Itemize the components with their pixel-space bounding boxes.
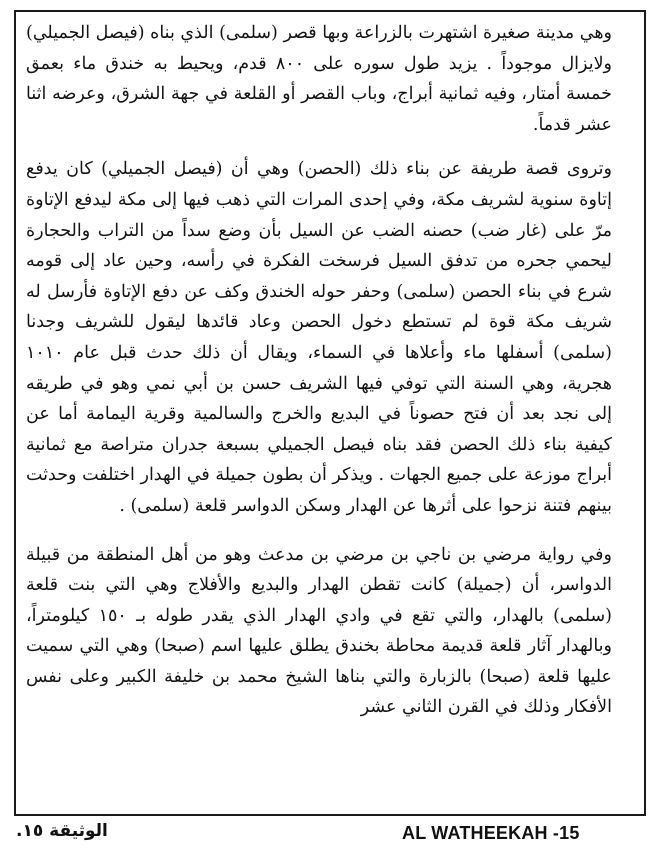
footer-journal-name: AL WATHEEKAH -15 [402, 823, 580, 843]
paragraph-3: وفي رواية مرضي بن ناجي بن مرضي بن مدعث وهو من أهل المنطقة من قبيلة الدواسر، أن (جميلة) كانت تقطن الهدار والبديع والأفلاج وهي التي بنت قلعة (سلمى) بالهدار، والتي تقع في وادي الهدار الذي يقدر طوله بـ ١٥٠ كيلومتراً، وبالهدار آثار قلعة قديمة محاطة بخندق يطلق عليها اسم (صبحا) وهي التي سميت عليها قلعة (صبحا) بالزبارة والتي بناها الشيخ محمد بن خليفة الكبير وعلى نفس الأفكار وذلك في القرن الثاني عشر [26, 544, 612, 718]
paragraph-1: وهي مدينة صغيرة اشتهرت بالزراعة وبها قصر (سلمى) الذي بناه (فيصل الجميلي) ولايزال موجوداً . يزيد طول سوره على ٨٠٠ قدم، ويحيط به خندق ماء بعمق خمسة أمتار، وفيه ثمانية أبراج، وباب القصر أو القلعة في جهة الشرق، وعرضه اثنا عشر قدماً. [26, 23, 612, 135]
footer-journal-name-arabic: الوثيقة ١٥. [16, 821, 108, 841]
article-body [26, 18, 612, 723]
paragraph-2: وتروى قصة طريفة عن بناء ذلك (الحصن) وهي أن (فيصل الجميلي) كان يدفع إتاوة سنوية لشريف مكة، وفي إحدى المرات التي ذهب فيها إلى مكة ليدفع الإتاوة مرّ على (غار ضب) حصنه الضب عن السيل بأن وضع سداً من التراب والحجارة ليحمي جحره من تدفق السيل فرسخت الفكرة في رأسه، وحين عاد إلى قومه شرع في بناء الحصن (سلمى) وحفر حوله الخندق وكف عن دفع الإتاوة فأرسل له شريف مكة قوة لم تستطع دخول الحصن وعاد قائدها ليقول للشريف وجدنا (سلمى) أسفلها ماء وأعلاها في السماء، ويقال أن ذلك حدث قبل عام ١٠١٠ هجرية، وهي السنة التي توفي فيها الشريف حسن بن أبي نمي وهو في طريقه إلى نجد بعد أن فتح حصوناً في البديع والخرج والسالمية وقرية اليمامة أما عن كيفية بناء ذلك الحصن فقد بناه فيصل الجميلي بسبعة جدران متراصة مع ثمانية أبراج موزعة على جميع الجهات . ويذكر أن بطون جميلة في الهدار اختلفت وحدثت بينهم فتنة نزحوا على أثرها عن الهدار وسكن الدواسر قلعة (سلمى) . [26, 159, 612, 516]
